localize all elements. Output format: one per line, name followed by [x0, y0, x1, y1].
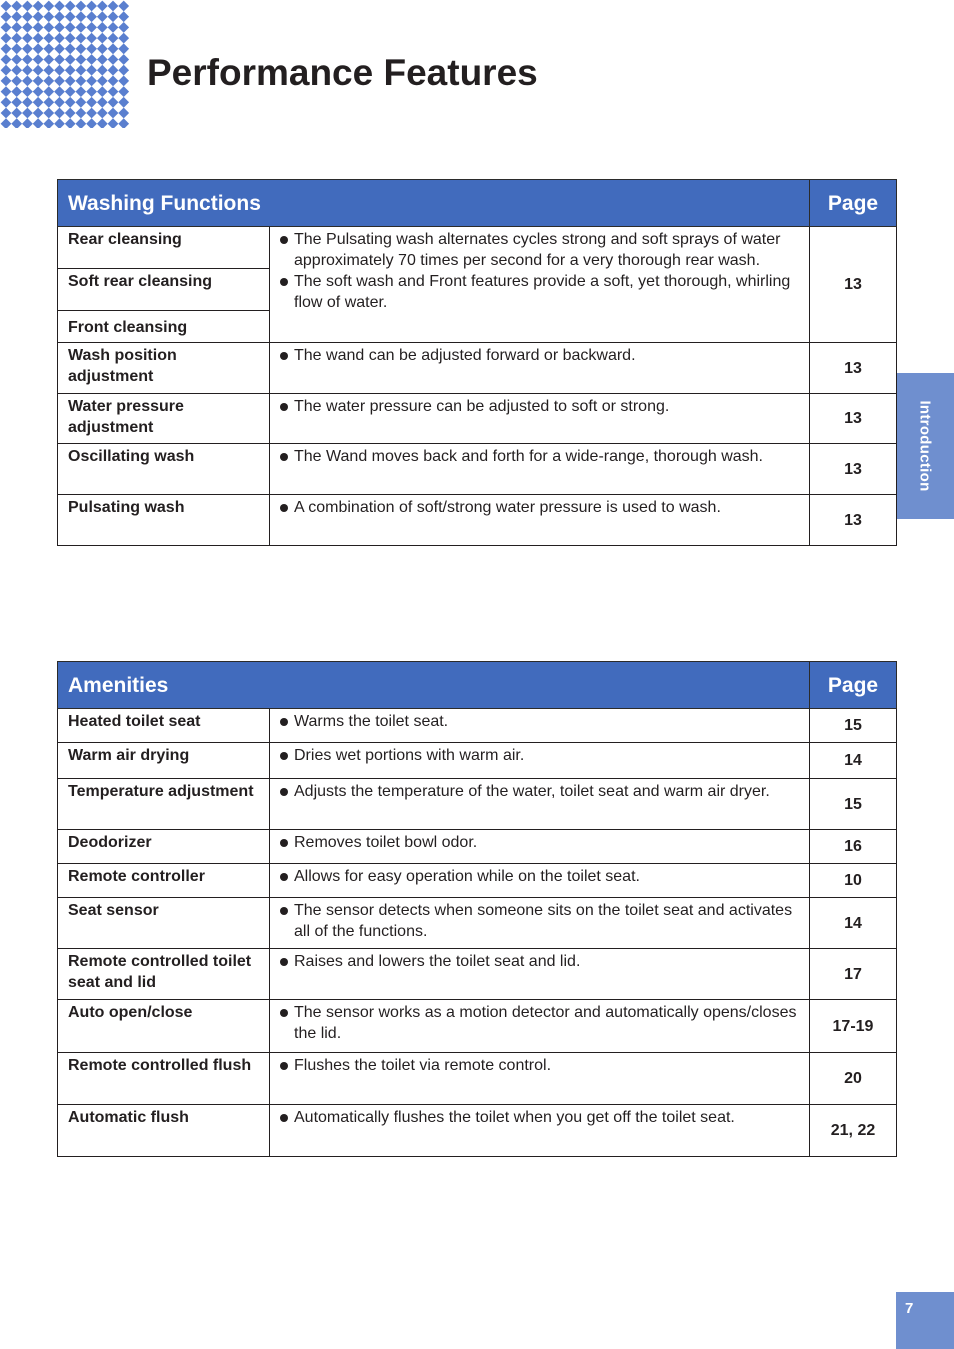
diamond-shape	[76, 86, 87, 97]
diamond-shape	[1, 65, 12, 76]
feature-name: Oscillating wash	[58, 444, 270, 495]
bullet-icon	[280, 504, 288, 512]
feature-description	[270, 444, 810, 495]
description-item: Dries wet portions with warm air.	[280, 745, 799, 766]
feature-description	[270, 227, 810, 343]
diamond-shape	[97, 33, 108, 44]
diamond-shape	[118, 54, 129, 65]
feature-description	[270, 343, 810, 394]
diamond-shape	[65, 86, 76, 97]
diamond-shape	[33, 118, 44, 128]
page-reference: 21, 22	[810, 1105, 897, 1157]
table-header-row	[58, 180, 897, 227]
diamond-shape	[76, 11, 87, 22]
diamond-shape	[43, 11, 54, 22]
diamond-shape	[43, 43, 54, 54]
bullet-icon	[280, 278, 288, 286]
feature-description	[270, 1105, 810, 1157]
bullet-icon	[280, 873, 288, 881]
table-title: Washing Functions	[58, 180, 810, 227]
page-reference: 17	[810, 949, 897, 1000]
diamond-shape	[43, 118, 54, 128]
diamond-shape	[65, 11, 76, 22]
feature-description	[270, 830, 810, 864]
feature-name: Deodorizer	[58, 830, 270, 864]
diamond-shape	[54, 108, 65, 119]
diamond-shape	[97, 54, 108, 65]
diamond-shape	[43, 65, 54, 76]
page-reference: 13	[810, 495, 897, 546]
feature-name: Auto open/close	[58, 1000, 270, 1053]
description-item: Allows for easy operation while on the toilet seat.	[280, 866, 799, 887]
diamond-shape	[108, 43, 119, 54]
diamond-shape	[43, 1, 54, 12]
diamond-shape	[108, 86, 119, 97]
page-reference: 17-19	[810, 1000, 897, 1053]
diamond-shape	[65, 76, 76, 87]
diamond-shape	[118, 33, 129, 44]
bullet-icon	[280, 1062, 288, 1070]
feature-name: Automatic flush	[58, 1105, 270, 1157]
diamond-shape	[43, 22, 54, 33]
diamond-shape	[65, 43, 76, 54]
bullet-icon	[280, 958, 288, 966]
feature-description	[270, 779, 810, 830]
diamond-shape	[65, 22, 76, 33]
table-row	[58, 779, 897, 830]
feature-description	[270, 394, 810, 444]
diamond-shape	[97, 108, 108, 119]
diamond-shape	[86, 22, 97, 33]
diamond-shape	[22, 54, 33, 65]
page-title: Performance Features	[147, 52, 538, 93]
diamond-shape	[65, 33, 76, 44]
diamond-shape	[11, 11, 22, 22]
feature-description	[270, 898, 810, 949]
table-row	[58, 343, 897, 394]
section-tab-label: Introduction	[916, 400, 934, 492]
diamond-shape	[118, 43, 129, 54]
diamond-shape	[11, 22, 22, 33]
feature-name: Seat sensor	[58, 898, 270, 949]
description-item: Flushes the toilet via remote control.	[280, 1055, 799, 1076]
feature-name: Remote controlled toilet seat and lid	[58, 949, 270, 1000]
page-reference: 13	[810, 394, 897, 444]
feature-name: Rear cleansing	[58, 227, 270, 269]
diamond-shape	[86, 76, 97, 87]
feature-name: Heated toilet seat	[58, 709, 270, 743]
diamond-shape	[65, 54, 76, 65]
description-item: A combination of soft/strong water pressure is used to wash.	[280, 497, 799, 518]
diamond-shape	[97, 76, 108, 87]
table-row	[58, 743, 897, 779]
diamond-shape	[22, 76, 33, 87]
diamond-shape	[33, 76, 44, 87]
bullet-icon	[280, 1009, 288, 1017]
diamond-shape	[118, 97, 129, 108]
diamond-shape	[118, 76, 129, 87]
description-item: The water pressure can be adjusted to soft or strong.	[280, 396, 799, 417]
description-item: The Wand moves back and forth for a wide-range, thorough wash.	[280, 446, 799, 467]
description-item: Automatically flushes the toilet when you get off the toilet seat.	[280, 1107, 799, 1128]
description-item: Adjusts the temperature of the water, toilet seat and warm air dryer.	[280, 781, 799, 802]
page-reference: 15	[810, 779, 897, 830]
feature-name: Remote controller	[58, 864, 270, 898]
diamond-shape	[43, 86, 54, 97]
diamond-shape	[118, 22, 129, 33]
diamond-shape	[54, 76, 65, 87]
description-item: Removes toilet bowl odor.	[280, 832, 799, 853]
diamond-shape	[33, 43, 44, 54]
section-tab-introduction	[896, 373, 954, 519]
diamond-shape	[118, 65, 129, 76]
diamond-shape	[86, 65, 97, 76]
diamond-shape	[1, 43, 12, 54]
diamond-shape	[33, 86, 44, 97]
table-row	[58, 949, 897, 1000]
table-row	[58, 864, 897, 898]
diamond-shape	[11, 65, 22, 76]
table-row	[58, 709, 897, 743]
diamond-shape	[1, 86, 12, 97]
diamond-shape	[108, 108, 119, 119]
feature-name: Temperature adjustment	[58, 779, 270, 830]
diamond-shape	[1, 33, 12, 44]
diamond-shape	[65, 118, 76, 128]
description-item: The wand can be adjusted forward or backward.	[280, 345, 799, 366]
bullet-icon	[280, 907, 288, 915]
diamond-shape	[97, 43, 108, 54]
diamond-shape	[22, 65, 33, 76]
diamond-shape	[108, 11, 119, 22]
diamond-shape	[1, 54, 12, 65]
diamond-shape	[11, 1, 22, 12]
diamond-shape	[1, 22, 12, 33]
diamond-shape	[43, 108, 54, 119]
diamond-shape	[97, 86, 108, 97]
diamond-shape	[1, 97, 12, 108]
diamond-shape	[76, 33, 87, 44]
diamond-pattern-decoration	[0, 0, 132, 128]
page-number: 7	[896, 1292, 954, 1349]
page-reference: 14	[810, 743, 897, 779]
diamond-shape	[54, 65, 65, 76]
table-row	[58, 1053, 897, 1105]
bullet-icon	[280, 1114, 288, 1122]
table-row	[58, 227, 897, 269]
page-reference: 10	[810, 864, 897, 898]
diamond-shape	[86, 54, 97, 65]
diamond-shape	[33, 54, 44, 65]
diamond-shape	[118, 118, 129, 128]
diamond-shape	[22, 118, 33, 128]
diamond-shape	[22, 22, 33, 33]
page-reference: 14	[810, 898, 897, 949]
diamond-shape	[97, 65, 108, 76]
diamond-shape	[1, 118, 12, 128]
diamond-shape	[11, 118, 22, 128]
feature-description	[270, 949, 810, 1000]
feature-description	[270, 1053, 810, 1105]
washing-functions-table	[57, 179, 897, 546]
diamond-shape	[86, 118, 97, 128]
diamond-shape	[76, 54, 87, 65]
table-row	[58, 898, 897, 949]
diamond-shape	[11, 54, 22, 65]
diamond-shape	[108, 97, 119, 108]
diamond-shape	[43, 54, 54, 65]
diamond-shape	[86, 33, 97, 44]
diamond-shape	[86, 11, 97, 22]
page-reference: 13	[810, 444, 897, 495]
diamond-shape	[54, 22, 65, 33]
diamond-shape	[86, 97, 97, 108]
diamond-shape	[108, 76, 119, 87]
diamond-shape	[76, 43, 87, 54]
diamond-shape	[54, 54, 65, 65]
page-column-header: Page	[810, 180, 897, 227]
diamond-shape	[54, 43, 65, 54]
diamond-shape	[22, 1, 33, 12]
table-row	[58, 444, 897, 495]
diamond-shape	[65, 1, 76, 12]
diamond-shape	[76, 22, 87, 33]
diamond-shape	[11, 108, 22, 119]
bullet-icon	[280, 788, 288, 796]
diamond-shape	[76, 65, 87, 76]
feature-description	[270, 743, 810, 779]
diamond-shape	[1, 76, 12, 87]
diamond-shape	[76, 1, 87, 12]
bullet-icon	[280, 403, 288, 411]
bullet-icon	[280, 839, 288, 847]
diamond-shape	[1, 108, 12, 119]
amenities-table	[57, 661, 897, 1157]
feature-name: Front cleansing	[58, 311, 270, 343]
diamond-shape	[43, 97, 54, 108]
feature-description	[270, 495, 810, 546]
diamond-shape	[118, 86, 129, 97]
table-row	[58, 394, 897, 444]
table-header-row	[58, 662, 897, 709]
feature-name: Water pressure adjustment	[58, 394, 270, 444]
diamond-shape	[54, 33, 65, 44]
page-reference: 16	[810, 830, 897, 864]
diamond-shape	[86, 108, 97, 119]
diamond-shape	[118, 11, 129, 22]
diamond-shape	[76, 97, 87, 108]
diamond-shape	[97, 118, 108, 128]
diamond-shape	[11, 76, 22, 87]
diamond-shape	[11, 33, 22, 44]
bullet-icon	[280, 752, 288, 760]
diamond-shape	[33, 65, 44, 76]
diamond-shape	[33, 97, 44, 108]
diamond-shape	[1, 11, 12, 22]
feature-name: Remote controlled flush	[58, 1053, 270, 1105]
table-row	[58, 830, 897, 864]
diamond-shape	[54, 1, 65, 12]
diamond-shape	[54, 97, 65, 108]
page-reference: 15	[810, 709, 897, 743]
diamond-shape	[33, 108, 44, 119]
feature-description	[270, 709, 810, 743]
diamond-shape	[54, 118, 65, 128]
diamond-shape	[11, 97, 22, 108]
diamond-shape	[76, 118, 87, 128]
diamond-shape	[65, 97, 76, 108]
page-reference: 13	[810, 343, 897, 394]
feature-name: Soft rear cleansing	[58, 269, 270, 311]
feature-name: Wash position adjustment	[58, 343, 270, 394]
diamond-shape	[22, 86, 33, 97]
description-item: The sensor detects when someone sits on the toilet seat and activates all of the functions.	[280, 900, 799, 942]
diamond-shape	[86, 43, 97, 54]
feature-name: Warm air drying	[58, 743, 270, 779]
description-item: Raises and lowers the toilet seat and lid.	[280, 951, 799, 972]
page-reference: 13	[810, 227, 897, 343]
diamond-shape	[33, 33, 44, 44]
diamond-shape	[108, 22, 119, 33]
diamond-shape	[97, 11, 108, 22]
description-item: The soft wash and Front features provide a soft, yet thorough, whirling flow of water.	[280, 271, 799, 313]
feature-description	[270, 864, 810, 898]
description-item: Warms the toilet seat.	[280, 711, 799, 732]
diamond-shape	[108, 118, 119, 128]
diamond-shape	[76, 108, 87, 119]
diamond-shape	[65, 65, 76, 76]
bullet-icon	[280, 352, 288, 360]
diamond-shape	[22, 97, 33, 108]
feature-name: Pulsating wash	[58, 495, 270, 546]
bullet-icon	[280, 718, 288, 726]
diamond-shape	[22, 11, 33, 22]
diamond-shape	[54, 86, 65, 97]
diamond-shape	[118, 1, 129, 12]
table-title: Amenities	[58, 662, 810, 709]
diamond-shape	[97, 1, 108, 12]
diamond-shape	[65, 108, 76, 119]
diamond-shape	[118, 108, 129, 119]
diamond-shape	[1, 1, 12, 12]
table-row	[58, 495, 897, 546]
page-reference: 20	[810, 1053, 897, 1105]
diamond-shape	[97, 22, 108, 33]
diamond-shape	[54, 11, 65, 22]
diamond-shape	[97, 97, 108, 108]
table-row	[58, 1105, 897, 1157]
bullet-icon	[280, 453, 288, 461]
diamond-shape	[22, 33, 33, 44]
diamond-shape	[76, 76, 87, 87]
description-item: The sensor works as a motion detector and automatically opens/closes the lid.	[280, 1002, 799, 1044]
diamond-shape	[108, 54, 119, 65]
table-row	[58, 1000, 897, 1053]
diamond-shape	[86, 1, 97, 12]
diamond-shape	[108, 65, 119, 76]
page-column-header: Page	[810, 662, 897, 709]
diamond-shape	[22, 108, 33, 119]
diamond-shape	[33, 11, 44, 22]
diamond-shape	[108, 33, 119, 44]
diamond-shape	[43, 76, 54, 87]
diamond-shape	[86, 86, 97, 97]
bullet-icon	[280, 236, 288, 244]
diamond-shape	[33, 22, 44, 33]
diamond-shape	[22, 43, 33, 54]
diamond-shape	[43, 33, 54, 44]
diamond-shape	[108, 1, 119, 12]
diamond-shape	[11, 86, 22, 97]
diamond-shape	[33, 1, 44, 12]
description-item: The Pulsating wash alternates cycles strong and soft sprays of water approximately 70 times per second for a very thorough rear wash.	[280, 229, 799, 271]
feature-description	[270, 1000, 810, 1053]
diamond-shape	[11, 43, 22, 54]
